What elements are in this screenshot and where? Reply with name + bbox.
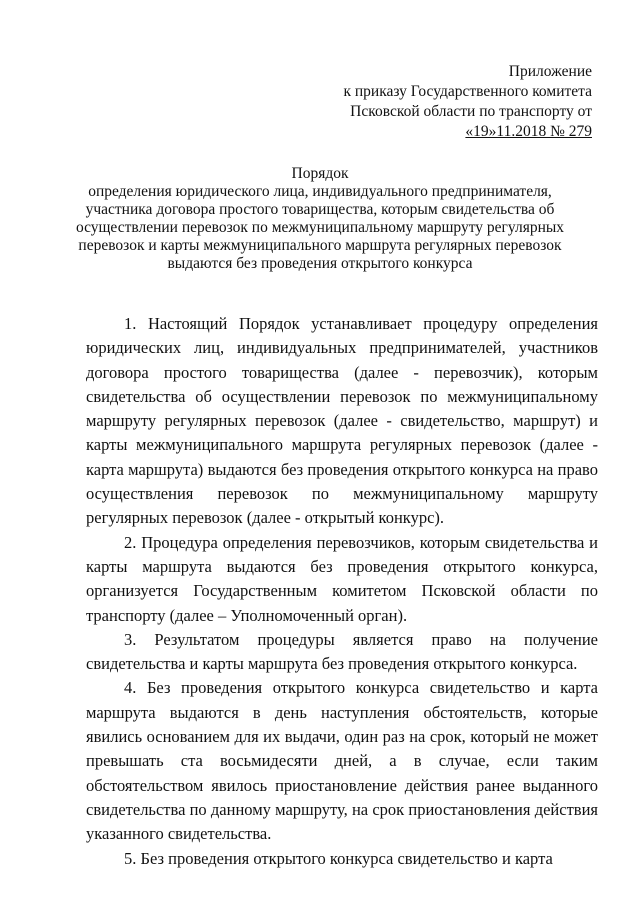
paragraph-1: 1. Настоящий Порядок устанавливает процедуру определения юридических лиц, индивидуальных предпринимателей, участников договора простого товарищества (далее - перевозчик), которым свидетельства об осуществлении перевозок по межмуниципальному маршруту регулярных перевозок (далее - свидетельство, маршрут) и карты межмуниципального маршрута регулярных перевозок (далее - карта маршрута) выдаются без проведения открытого конкурса на право осуществления перевозок по межмуниципальному маршруту регулярных перевозок (далее - открытый конкурс). [86, 314, 598, 528]
paragraph-2: 2. Процедура определения перевозчиков, которым свидетельства и карты маршрута выдаются без проведения открытого конкурса, организуется Государственным комитетом Псковской области по транспорту (далее – Уполномоченный орган). [86, 532, 598, 625]
appendix-header [343, 62, 592, 142]
paragraph-5: 5. Без проведения открытого конкурса свидетельство и карта [124, 848, 553, 868]
title-line: выдаются без проведения открытого конкурса [167, 255, 473, 272]
title-line: определения юридического лица, индивидуального предпринимателя, [88, 183, 552, 200]
document-body [86, 312, 598, 871]
title-heading: Порядок [291, 165, 349, 182]
title-line: осуществлении перевозок по межмуниципальному маршруту регулярных [75, 219, 565, 236]
title-line: участника договора простого товарищества, которым свидетельства об [85, 201, 555, 218]
title-line: перевозок и карты межмуниципального маршрута регулярных перевозок [78, 237, 562, 254]
paragraph-4: 4. Без проведения открытого конкурса свидетельство и карта маршрута выдаются в день наступления обстоятельств, которые явились основанием для их выдачи, один раз на срок, который не может превышать ста восьмидесяти дней, а в случае, если таким обстоятельством явилось приостановление действия ранее выданного свидетельства по данному маршруту, на срок приостановления действия указанного свидетельства. [86, 678, 598, 844]
appendix-label: Приложение [508, 63, 592, 80]
appendix-date-number: «19»11.2018 № 279 [465, 123, 592, 140]
paragraph-3: 3. Результатом процедуры является право на получение свидетельства и карты маршрута без проведения открытого конкурса. [86, 629, 598, 674]
appendix-order-ref: к приказу Государственного комитета [343, 83, 592, 100]
appendix-authority: Псковской области по транспорту от [350, 103, 592, 120]
document-title [60, 165, 580, 273]
